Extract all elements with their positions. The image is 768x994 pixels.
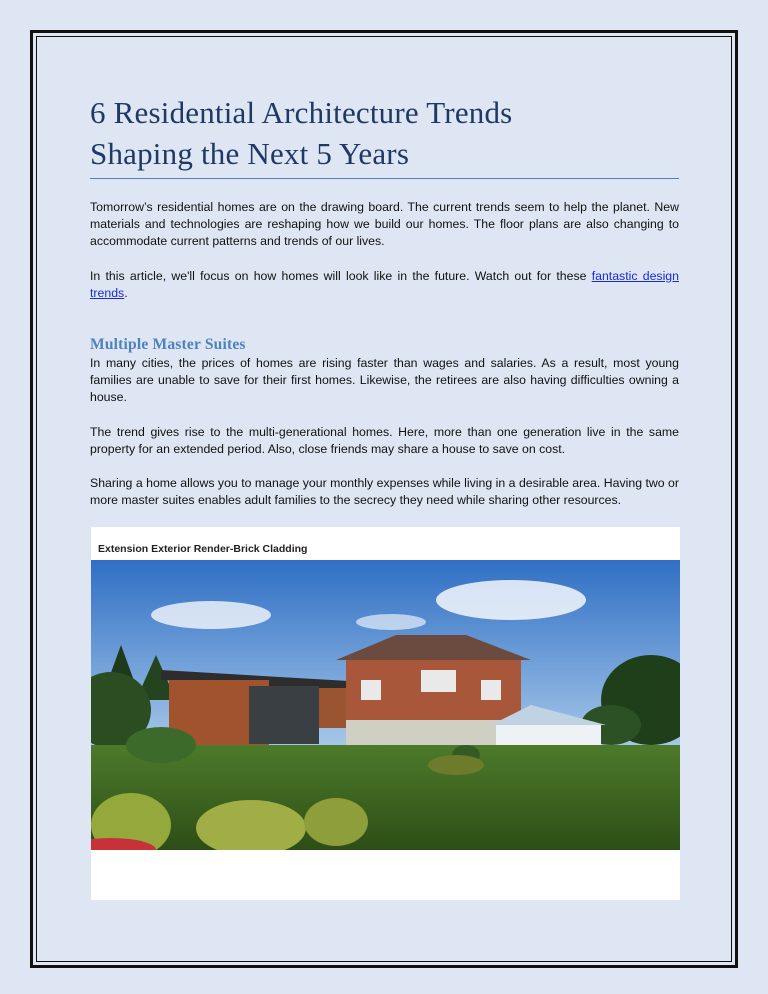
extension-glazing bbox=[249, 686, 319, 744]
section-paragraph-3: Sharing a home allows you to manage your monthly expenses while living in a desirable area. Having two or more master suites enables adult families to the secrecy they need while sharing other resources. bbox=[90, 476, 679, 508]
cloud bbox=[356, 614, 426, 630]
intro-text-end: . bbox=[124, 285, 128, 300]
intro-text: In this article, we'll focus on how homes will look like in the future. Watch out for these bbox=[90, 268, 592, 283]
section-paragraph-2: The trend gives rise to the multi-generational homes. Here, more than one generation live in the same property for an extended period. Also, close friends may share a house to save on cost. bbox=[90, 424, 679, 456]
shrub bbox=[126, 727, 196, 763]
article-title bbox=[90, 92, 679, 174]
title-line-1: 6 Residential Architecture Trends bbox=[90, 95, 513, 130]
image-bottom-edge bbox=[91, 850, 680, 852]
title-line-2: Shaping the Next 5 Years bbox=[90, 136, 410, 171]
shrub bbox=[428, 755, 484, 775]
window bbox=[361, 680, 381, 700]
cloud bbox=[436, 580, 586, 620]
image-caption: Extension Exterior Render-Brick Cladding bbox=[98, 543, 308, 555]
house-render-image bbox=[91, 527, 680, 900]
section-heading-multiple-master-suites: Multiple Master Suites bbox=[90, 336, 246, 354]
title-divider bbox=[90, 178, 679, 179]
intro-paragraph-1: Tomorrow’s residential homes are on the drawing board. The current trends seem to help the planet. New materials and technologies are reshaping how we build our homes. The floor plans are also changing to accommodate current patterns and trends of our lives. bbox=[90, 200, 679, 249]
window bbox=[421, 670, 456, 692]
house-render-illustration bbox=[91, 560, 680, 852]
lawn bbox=[91, 745, 680, 852]
cloud bbox=[151, 601, 271, 629]
window bbox=[481, 680, 501, 700]
section-paragraph-1: In many cities, the prices of homes are rising faster than wages and salaries. As a result, most young families are unable to save for their first homes. Likewise, the retirees are also having difficulties owning a house. bbox=[90, 356, 679, 405]
shrub bbox=[304, 798, 368, 846]
fantastic-design-trends-link[interactable]: fantastic design trends bbox=[90, 268, 679, 300]
intro-paragraph-2 bbox=[90, 268, 679, 302]
article-body bbox=[90, 92, 679, 509]
